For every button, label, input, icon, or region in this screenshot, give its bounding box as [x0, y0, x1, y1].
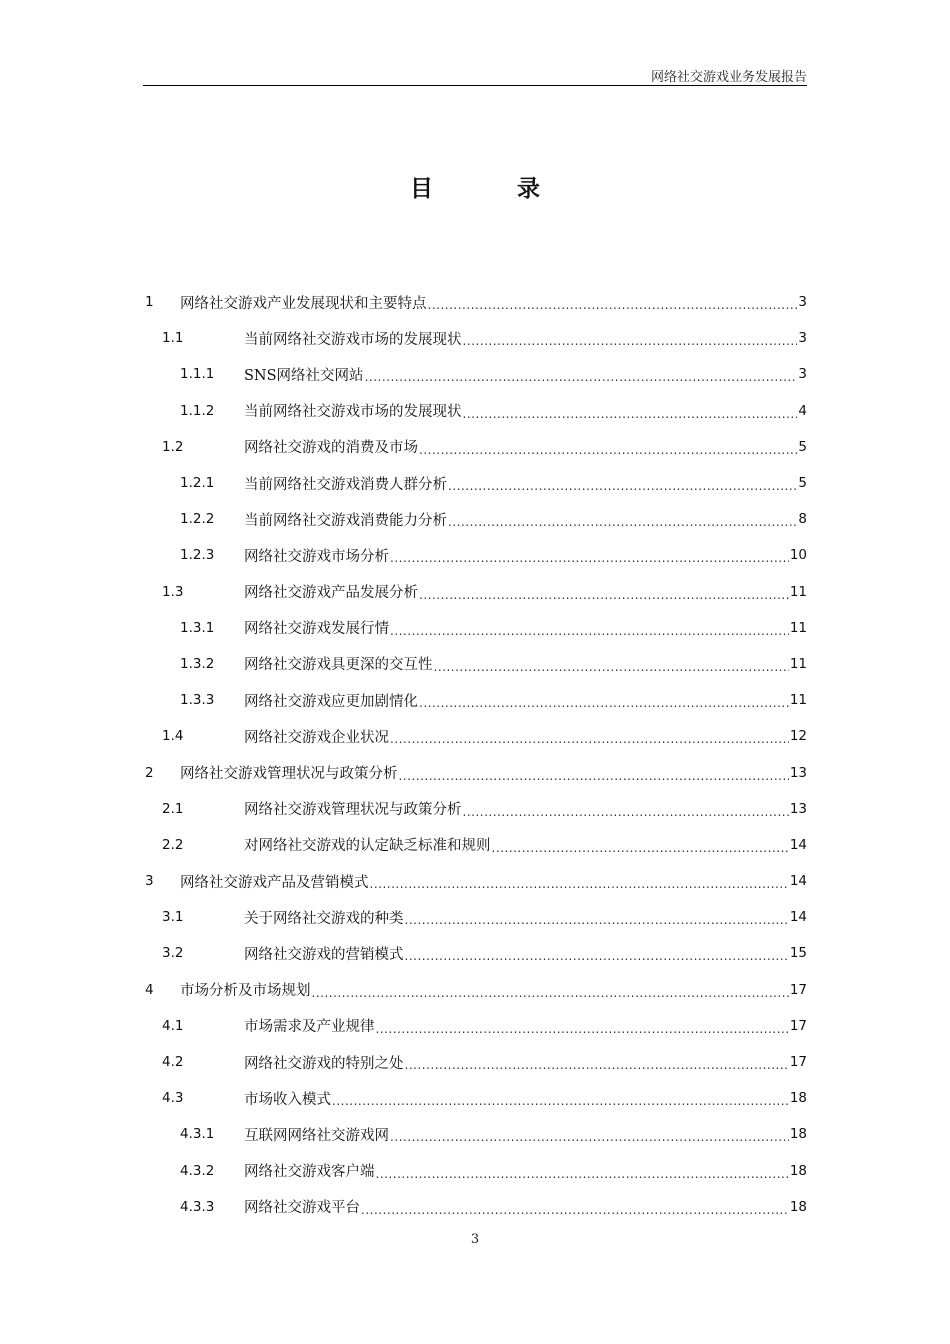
- toc-entry[interactable]: [143, 1116, 807, 1152]
- toc-entry-number: 4.1: [162, 1017, 184, 1034]
- toc-leader-dots: [419, 588, 789, 602]
- toc-entry-title: 网络社交游戏管理状况与政策分析: [244, 802, 462, 819]
- toc-entry-page: 3: [798, 330, 807, 347]
- toc-leader-dots: [370, 877, 789, 891]
- toc-entry-title: 网络社交游戏企业状况: [244, 729, 389, 746]
- toc-entry-title: 市场收入模式: [244, 1091, 331, 1108]
- toc-entry-title: 网络社交游戏的消费及市场: [244, 440, 418, 457]
- toc-leader-dots: [399, 769, 789, 783]
- toc-entry-page: 14: [789, 909, 807, 926]
- toc-entry-number: 4: [145, 981, 154, 998]
- toc-entry[interactable]: [143, 610, 807, 646]
- toc-entry[interactable]: [143, 1080, 807, 1116]
- toc-entry-title: 网络社交游戏的营销模式: [244, 946, 404, 963]
- toc-entry[interactable]: [143, 429, 807, 465]
- toc-entry-page: 12: [789, 728, 807, 745]
- page-number: 3: [470, 1232, 480, 1247]
- toc-leader-dots: [405, 1058, 789, 1072]
- toc-entry-number: 1.1.1: [180, 366, 215, 383]
- toc-entry-title: 关于网络社交游戏的种类: [244, 910, 404, 927]
- toc-entry-number: 1.4: [162, 728, 184, 745]
- toc-entry-page: 11: [789, 655, 807, 672]
- toc-entry-title: 网络社交游戏产品及营销模式: [180, 874, 369, 891]
- toc-entry[interactable]: [143, 537, 807, 573]
- toc-entry-number: 1: [145, 294, 154, 311]
- toc-entry-number: 3: [145, 873, 154, 890]
- toc-leader-dots: [405, 949, 789, 963]
- toc-entry-title: 当前网络社交游戏市场的发展现状: [244, 404, 462, 421]
- toc-entry-number: 2: [145, 764, 154, 781]
- toc-entry-number: 1.1.2: [180, 402, 215, 419]
- toc-entry[interactable]: [143, 356, 807, 392]
- toc-entry-page: 11: [789, 583, 807, 600]
- toc-entry-page: 3: [798, 366, 807, 383]
- toc-leader-dots: [312, 986, 789, 1000]
- toc-entry-page: 11: [789, 692, 807, 709]
- toc-entry-title: 网络社交游戏管理状况与政策分析: [180, 766, 398, 783]
- toc-entry-page: 18: [789, 1162, 807, 1179]
- toc-entry[interactable]: [143, 827, 807, 863]
- toc-entry-number: 1.2.3: [180, 547, 215, 564]
- toc-entry[interactable]: [143, 1189, 807, 1225]
- toc-entry-title: 当前网络社交游戏消费人群分析: [244, 476, 447, 493]
- toc-leader-dots: [434, 660, 789, 674]
- toc-entry-title: 网络社交游戏产品发展分析: [244, 585, 418, 602]
- toc-entry[interactable]: [143, 899, 807, 935]
- toc-entry-page: 14: [789, 873, 807, 890]
- toc-leader-dots: [463, 334, 798, 348]
- toc-entry-title: 当前网络社交游戏消费能力分析: [244, 512, 447, 529]
- toc-entry[interactable]: [143, 863, 807, 899]
- toc-entry-page: 5: [798, 475, 807, 492]
- toc-leader-dots: [419, 443, 797, 457]
- toc-entry-title: 网络社交游戏应更加剧情化: [244, 693, 418, 710]
- toc-entry[interactable]: [143, 1153, 807, 1189]
- toc-entry-number: 3.1: [162, 909, 184, 926]
- toc-leader-dots: [390, 732, 789, 746]
- toc-entry-number: 4.3.1: [180, 1126, 215, 1143]
- toc-leader-dots: [365, 370, 798, 384]
- toc-entry-number: 2.2: [162, 836, 184, 853]
- toc-entry-number: 1.2: [162, 438, 184, 455]
- toc-entry-page: 10: [789, 547, 807, 564]
- toc-leader-dots: [376, 1167, 789, 1181]
- toc-entry[interactable]: [143, 284, 807, 320]
- toc-entry[interactable]: [143, 972, 807, 1008]
- toc-entry[interactable]: [143, 1008, 807, 1044]
- toc-entry[interactable]: [143, 718, 807, 754]
- toc-entry-number: 1.2.1: [180, 475, 215, 492]
- toc-leader-dots: [332, 1094, 789, 1108]
- toc-leader-dots: [390, 624, 789, 638]
- toc-entry-number: 3.2: [162, 945, 184, 962]
- toc-leader-dots: [463, 805, 789, 819]
- toc-entry-page: 4: [798, 402, 807, 419]
- toc-entry[interactable]: [143, 935, 807, 971]
- toc-leader-dots: [448, 479, 797, 493]
- toc-entry-title: 网络社交游戏客户端: [244, 1164, 375, 1181]
- toc-entry-number: 1.1: [162, 330, 184, 347]
- toc-entry-title: 当前网络社交游戏市场的发展现状: [244, 331, 462, 348]
- toc-entry-number: 4.3.3: [180, 1198, 215, 1215]
- toc-entry-title: 网络社交游戏具更深的交互性: [244, 657, 433, 674]
- toc-entry-title: SNS网络社交网站: [244, 367, 364, 384]
- toc-entry-page: 17: [789, 981, 807, 998]
- toc-entry[interactable]: [143, 501, 807, 537]
- toc-entry-page: 14: [789, 836, 807, 853]
- toc-entry-page: 18: [789, 1126, 807, 1143]
- toc-entry-number: 1.2.2: [180, 511, 215, 528]
- toc-entry-page: 17: [789, 1017, 807, 1034]
- toc-entry-page: 13: [789, 764, 807, 781]
- running-header: 网络社交游戏业务发展报告: [650, 70, 807, 85]
- toc-leader-dots: [428, 298, 798, 312]
- toc-entry-page: 18: [789, 1198, 807, 1215]
- toc-entry[interactable]: [143, 791, 807, 827]
- toc-entry-page: 18: [789, 1090, 807, 1107]
- toc-entry-title: 对网络社交游戏的认定缺乏标准和规则: [244, 838, 491, 855]
- toc-entry-page: 13: [789, 800, 807, 817]
- toc-entry-page: 3: [798, 294, 807, 311]
- toc-title: 目 录: [409, 176, 578, 202]
- toc-entry-number: 4.3.2: [180, 1162, 215, 1179]
- toc-entry-number: 1.3.2: [180, 655, 215, 672]
- toc-leader-dots: [405, 913, 789, 927]
- toc-entry-page: 17: [789, 1054, 807, 1071]
- toc-entry[interactable]: [143, 393, 807, 429]
- toc-entry-title: 市场需求及产业规律: [244, 1019, 375, 1036]
- toc-entry[interactable]: [143, 1044, 807, 1080]
- toc-entry-title: 网络社交游戏产业发展现状和主要特点: [180, 295, 427, 312]
- toc-entry-title: 网络社交游戏的特别之处: [244, 1055, 404, 1072]
- toc-entry-page: 15: [789, 945, 807, 962]
- toc-entry[interactable]: [143, 465, 807, 501]
- toc-leader-dots: [390, 551, 789, 565]
- toc-leader-dots: [448, 515, 797, 529]
- toc-entry-page: 8: [798, 511, 807, 528]
- header-rule: [143, 85, 807, 86]
- toc-entry-number: 1.3.1: [180, 619, 215, 636]
- toc-entry-number: 2.1: [162, 800, 184, 817]
- toc-leader-dots: [361, 1203, 789, 1217]
- toc-leader-dots: [492, 841, 789, 855]
- toc-entry-title: 互联网网络社交游戏网: [244, 1127, 389, 1144]
- toc-entry-title: 网络社交游戏平台: [244, 1200, 360, 1217]
- toc-leader-dots: [463, 407, 798, 421]
- toc-entry[interactable]: [143, 754, 807, 790]
- toc-leader-dots: [376, 1022, 789, 1036]
- toc-entry[interactable]: [143, 574, 807, 610]
- toc-leader-dots: [390, 1130, 789, 1144]
- toc-entry[interactable]: [143, 646, 807, 682]
- toc-leader-dots: [419, 696, 789, 710]
- toc-entry-number: 4.2: [162, 1054, 184, 1071]
- toc-entry-title: 市场分析及市场规划: [180, 983, 311, 1000]
- toc-entry-number: 1.3.3: [180, 692, 215, 709]
- toc-entry-title: 网络社交游戏发展行情: [244, 621, 389, 638]
- toc-entry-page: 5: [798, 438, 807, 455]
- toc-entry-page: 11: [789, 619, 807, 636]
- toc-entry-number: 4.3: [162, 1090, 184, 1107]
- toc-entry[interactable]: [143, 320, 807, 356]
- table-of-contents: [143, 284, 807, 1225]
- toc-entry[interactable]: [143, 682, 807, 718]
- toc-entry-number: 1.3: [162, 583, 184, 600]
- toc-entry-title: 网络社交游戏市场分析: [244, 548, 389, 565]
